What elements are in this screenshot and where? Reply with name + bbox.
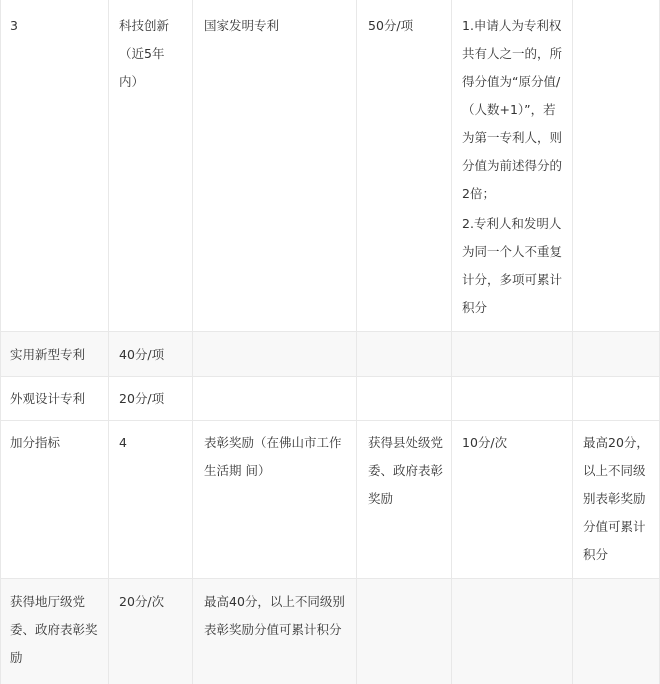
table-cell: 2.专利人和发明人为同一个人不重复计分，多项可累计积分 [462,216,563,315]
grid-line [572,0,573,684]
table-cell: 3 [10,18,18,33]
grid-line [108,0,109,684]
grid-line [192,0,193,684]
table-cell: 4 [119,435,127,450]
grid-line [0,331,660,332]
table-cell: 20分/项 [119,391,165,406]
table-cell: 国家发明专利 [204,18,280,33]
table-cell: 最高20分，以上不同级别表彰奖励分值可累计积分 [583,435,649,562]
grid-line [451,0,452,684]
grid-line [0,376,660,377]
table-cell: 10分/次 [462,435,508,450]
table-cell: 获得地厅级党委、政府表彰奖励 [10,594,98,665]
table-cell: 实用新型专利 [10,347,86,362]
grid-line [0,0,1,684]
table-cell: 科技创新（近5年内） [119,18,170,89]
table-cell: 40分/项 [119,347,165,362]
table-cell: 获得县处级党委、政府表彰奖励 [368,435,444,506]
grid-line [0,578,660,579]
table-cell: 外观设计专利 [10,391,86,406]
table-cell: 加分指标 [10,435,61,450]
table-cell: 20分/次 [119,594,165,609]
table-cell: 50分/项 [368,18,414,33]
grid-line [356,0,357,684]
grid-line [0,420,660,421]
table-cell: 表彰奖励（在佛山市工作生活期 间） [204,435,342,478]
table-cell: 最高40分，以上不同级别表彰奖励分值可累计积分 [204,594,345,637]
table-cell: 1.申请人为专利权共有人之一的，所得分值为“原分值/（人数+1）”，若为第一专利人，则分值为前述得分的2倍； [462,18,563,201]
